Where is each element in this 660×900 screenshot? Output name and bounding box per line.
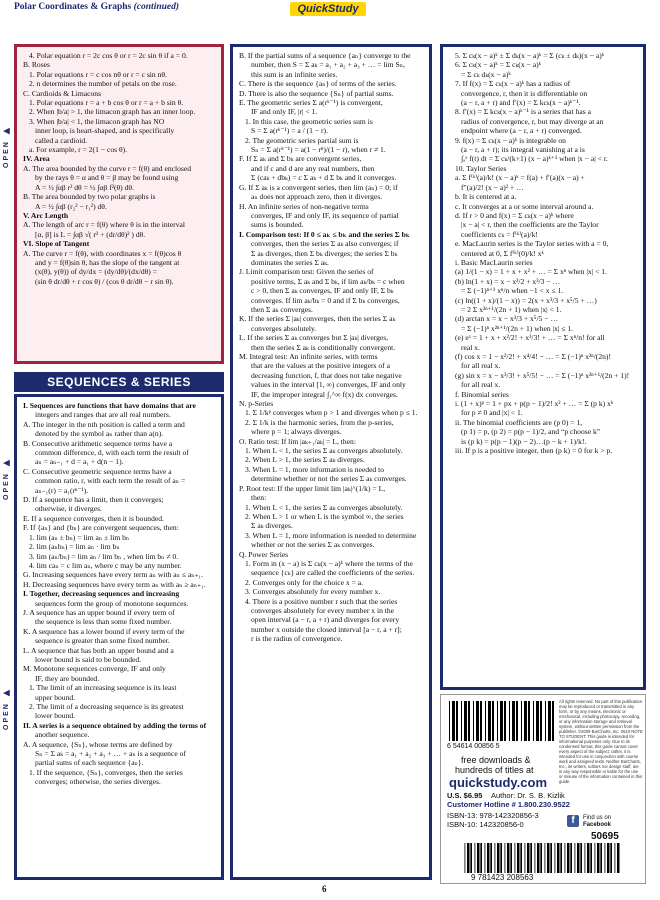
text-line: 1. In this case, the geometric series sum is	[245, 116, 373, 126]
text-line: 2. n determines the number of petals on the rose.	[29, 79, 177, 89]
barcode-bar	[500, 843, 502, 873]
supplement-code: 50695	[591, 831, 619, 842]
text-line: 2. The limit of a decreasing sequence is its greatest	[29, 702, 184, 711]
downloads-text: free downloads &	[461, 755, 531, 765]
barcode-bar	[505, 843, 506, 873]
barcode-bar	[465, 843, 466, 873]
product-info-box	[440, 694, 646, 884]
text-line: C. Cardioids & Limacons	[23, 88, 102, 98]
text-line: Σ (caₖ + dbₖ) = c Σ aₖ + d Σ bₖ and it converges.	[251, 173, 397, 183]
text-line: lower bound is said to be bounded.	[35, 654, 142, 664]
text-line: iii. If p is a positive integer, then (p k) = 0 for k > p.	[455, 446, 613, 456]
text-line: = Σ cₖ dₖ(x − a)ᵏ	[461, 69, 511, 79]
text-line: I. Comparison test: If 0 ≤ aₖ ≤ bₖ and the series Σ bₖ	[239, 229, 410, 239]
text-line: 2. The geometric series partial sum is	[245, 135, 359, 145]
text-line: (d) arctan x = x − x³/3 + x⁵/5 − …	[455, 314, 559, 324]
text-line: A. The integer in the nth position is called a term and	[23, 419, 185, 429]
barcode-bar	[545, 843, 546, 873]
text-line: i. (1 + x)ᵖ = 1 + px + p(p − 1)/2! x² + … = Σ (p k) xᵏ	[455, 399, 614, 409]
text-line: 2. Converges only for the choice x = a.	[245, 577, 364, 587]
text-line: 1. When L < 1, the series Σ aₖ converges absolutely.	[245, 446, 403, 456]
text-line: whether or not the series Σ aₖ converges.	[251, 540, 375, 550]
text-line: for p ≠ 0 and |x| < 1.	[461, 408, 523, 418]
text-line: sequences form the group of monotone sequences.	[35, 598, 189, 608]
text-line: open interval (a − r, a + r) and diverges for every	[251, 615, 400, 625]
text-line: 1. Form in (x − a) is Σ cₖ(x − a)ᵏ where the terms of the	[245, 558, 413, 568]
text-line: F. If {aₙ} and {bₙ} are convergent sequences, then:	[23, 523, 179, 533]
text-line: convergence, r, then it is differentiable on	[461, 88, 588, 98]
barcode-bar	[547, 843, 550, 873]
arrow-icon: ▶	[2, 457, 11, 469]
open-tab-label: OPEN	[3, 702, 10, 730]
text-line: sequence {cₖ} are called the coefficients of the series.	[251, 568, 415, 578]
text-line: = Σ (−1)ⁿ⁺¹ xⁿ/n when −1 < x ≤ 1.	[461, 286, 564, 296]
barcode-bar	[492, 701, 494, 741]
text-line: A. The area bounded by the curve r = f(θ) and enclosed	[23, 163, 192, 173]
barcode-bar	[555, 843, 556, 873]
text-line: 2. When L > 1 or when L is the symbol ∞, the series	[245, 511, 404, 521]
text-line: V. Arc Length	[23, 210, 69, 220]
barcode-bar	[473, 701, 474, 741]
barcode-bar	[528, 701, 530, 741]
barcode-bar	[490, 843, 492, 873]
barcode-bar	[480, 701, 482, 741]
text-line: A. The curve r = f(θ), with coordinates x = f(θ)cos θ	[23, 248, 182, 258]
power-series-box	[440, 44, 646, 690]
barcode-bar	[536, 701, 539, 741]
text-line: dominates the series Σ aₖ.	[251, 257, 329, 267]
text-line: L. If the series Σ aₖ converges but Σ |aₖ| diverges,	[239, 333, 389, 343]
text-line: then Σ aₖ converges.	[251, 304, 313, 314]
text-line: A = ½ ∫αβ r² dθ = ½ ∫αβ f²(θ) dθ.	[35, 182, 134, 192]
text-line: another sequence.	[35, 730, 90, 740]
barcode-bar	[577, 843, 580, 873]
text-line: (a − r, a + r); its integral vanishing at a is	[461, 145, 585, 155]
barcode-bar	[524, 701, 527, 741]
text-line: = Σ (−1)ⁿ x²ⁿ⁺¹/(2n + 1) when |x| ≤ 1.	[461, 323, 574, 333]
text-line: sums is bounded.	[251, 220, 304, 230]
text-line: G. Increasing sequences have every term aₙ with aₙ ≤ aₙ₊₁.	[23, 570, 204, 580]
arrow-icon: ▶	[2, 125, 11, 137]
text-line: e. MacLaurin series is the Taylor series with a = 0,	[455, 239, 609, 249]
text-line: 1. Polar equations r = a + b cos θ or r = a + b sin θ.	[29, 98, 184, 108]
page-number: 6	[322, 884, 327, 894]
text-line: II. A series is a sequence obtained by adding the terms of	[23, 720, 207, 730]
text-line: f. Binomial series	[455, 389, 509, 399]
text-line: C. There is the sequence {aₙ} of terms of the series.	[239, 79, 397, 89]
text-line: A. A sequence, {Sₙ}, whose terms are defined by	[23, 739, 173, 749]
barcode-bar	[537, 843, 540, 873]
text-line: aₙ₋₁(r) = a₁(rⁿ⁻¹).	[35, 485, 89, 495]
text-line: I. Together, decreasing sequences and increasing	[23, 589, 180, 599]
text-line: is (p k) = p(p − 1)(p − 2)…(p − k + 1)/k!.	[461, 436, 587, 446]
barcode-bar	[580, 843, 582, 873]
text-line: 3. lim (aₙ/bₙ) = lim aₙ / lim bₙ , when lim bₙ ≠ 0.	[29, 551, 179, 561]
barcode-bar	[600, 843, 602, 873]
text-line: centered at 0, Σ f⁽ᵏ⁾(0)/k! xᵏ	[461, 248, 544, 258]
hotline-text: Customer Hotline # 1.800.230.9522	[447, 800, 570, 809]
barcode-bar	[565, 843, 566, 873]
text-line: C. Consecutive geometric sequence terms have a	[23, 466, 172, 476]
text-line: L. A sequence that has both an upper bound and a	[23, 645, 174, 655]
text-line: common difference, d, with each term the result of	[35, 448, 189, 458]
text-line: the sequence is less than some fixed number.	[35, 617, 172, 627]
barcode-bar	[475, 843, 476, 873]
barcode-bar	[533, 701, 534, 741]
barcode-bar	[548, 701, 551, 741]
text-line: common ratio, r, with each term the result of aₙ =	[35, 476, 186, 486]
text-line: IF, they are bounded.	[35, 673, 100, 683]
text-line: 10. Taylor Series	[455, 163, 507, 173]
hundreds-text: hundreds of titles at	[455, 765, 534, 775]
text-line: then:	[251, 493, 267, 503]
text-line: integers and ranges that are all real numbers.	[35, 410, 171, 420]
text-line: (x(θ), y(θ)) of dy/dx = (dy/dθ)/(dx/dθ) =	[35, 267, 158, 277]
barcode-bar	[557, 843, 560, 873]
text-line: and if c and d are any real numbers, then	[251, 163, 375, 173]
text-line: number x outside the closed interval [a − r, a + r];	[251, 624, 402, 634]
text-line: 9. f(x) = Σ cₖ(x − a)ᵏ is integrable on	[455, 135, 566, 145]
text-line: 1. Polar equations r = c cos nθ or r = c sin nθ.	[29, 69, 167, 79]
barcode-bar	[595, 843, 596, 873]
text-line: converges absolutely.	[251, 323, 317, 333]
text-line: B. Roses	[23, 60, 51, 70]
barcode-bar	[517, 843, 520, 873]
barcode-bar	[530, 843, 532, 873]
text-line: (g) sin x = x − x³/3! + x⁵/5! − … = Σ (−1)ⁿ x²ⁿ⁺¹/(2n + 1)!	[455, 370, 630, 380]
text-line: 1. Σ 1/kᵖ converges when p > 1 and diverges when p ≤ 1.	[245, 408, 418, 418]
text-line: upper bound.	[35, 692, 76, 702]
barcode-bar	[570, 843, 572, 873]
barcode-bar	[470, 843, 472, 873]
title-continued: (continued)	[133, 2, 180, 12]
title-text: Polar Coordinates & Graphs	[14, 2, 134, 12]
polar-section-box	[14, 44, 224, 364]
text-line: positive terms, Σ aₖ and Σ bₖ, if lim aₖ/bₖ = c when	[251, 276, 405, 286]
facebook-line1: Find us on	[583, 815, 612, 821]
price-text: U.S. $6.95	[447, 791, 483, 800]
text-line: (c) ln((1 + x)/(1 − x)) = 2(x + x³/3 + x⁵/5 + …)	[455, 295, 597, 305]
text-line: D. If a sequence has a limit, then it converges;	[23, 495, 164, 505]
text-line: 4. There is a positive number r such that the series	[245, 596, 398, 606]
barcode-bar	[509, 701, 510, 741]
barcode-bar	[477, 843, 480, 873]
text-line: radius of convergence, r, but may diverge at an	[461, 116, 604, 126]
facebook-line2[interactable]: Facebook	[583, 822, 612, 828]
text-line: P. Root test: If the upper limit lim |aₖ|^(1/k) = L,	[239, 483, 386, 493]
text-line: Σ aₖ diverges.	[251, 521, 293, 531]
text-line: E. If a sequence converges, then it is bounded.	[23, 513, 164, 523]
text-line: A = ½ ∫αβ (r₂² − r₁²) dθ.	[35, 201, 107, 211]
text-line: O. Ratio test: If lim |aₖ₊₁/aₖ| = L, then:	[239, 436, 356, 446]
barcode-bar	[520, 843, 522, 873]
text-line: ∫ₐˣ f(t) dt = Σ cₖ/(k+1) (x − a)ᵏ⁺¹ when |x − a| < r.	[461, 154, 608, 164]
barcode-bar	[488, 701, 491, 741]
text-line: converges, IF and only IF, its sequence of partial	[251, 210, 399, 220]
text-line: converges, then the series Σ aₖ also converges; if	[251, 239, 399, 249]
text-line: and y = f(θ)sin θ, has the slope of the tangent at	[35, 257, 180, 267]
barcode-bar	[605, 843, 606, 873]
barcode-isbn	[447, 843, 637, 873]
text-line: real x.	[461, 342, 480, 352]
arrow-icon: ▶	[2, 687, 11, 699]
barcode-bar	[495, 843, 496, 873]
text-line: 1. If the sequence, {Sₙ}, converges, then the series	[29, 767, 183, 777]
barcode-bar	[540, 701, 542, 741]
text-line: B. If the partial sums of a sequence {aₙ} converge to the	[239, 51, 411, 60]
text-line: IF, the improper integral ∫₁^∞ f(x) dx converges.	[251, 389, 398, 399]
text-line: A. The length of arc r = f(θ) where θ is in the interval	[23, 220, 185, 230]
text-line: converges; otherwise, the series diverges.	[35, 777, 161, 787]
text-line: partial sums of each sequence {aₙ}.	[35, 758, 144, 768]
text-line: denoted by the symbol aₙ rather than a(n).	[35, 429, 164, 439]
text-line: 8. f′(x) = Σ kcₖ(x − a)ᵏ⁻¹ is a series that has a	[455, 107, 591, 117]
text-line: 2. lim (aₙbₙ) = lim aₙ · lim bₙ	[29, 542, 120, 552]
barcode-bar	[485, 843, 486, 873]
barcode-bar	[615, 843, 616, 873]
text-line: J. Limit comparison test: Given the series of	[239, 267, 374, 277]
text-line: M. Monotone sequences converge, IF and only	[23, 664, 166, 674]
text-line: sequence is greater than some fixed number.	[35, 636, 170, 646]
text-line: E. The geometric series Σ a(rᵏ⁻¹) is convergent,	[239, 98, 383, 108]
text-line: a. For example, r = 2(1 − cos θ).	[29, 145, 128, 155]
text-line: |x − a| < r, then the coefficients are the Taylor	[461, 220, 599, 230]
barcode-bar	[510, 843, 512, 873]
text-line: N. p-Series	[239, 399, 274, 409]
text-line: Sₙ = Σ aₖ = a₁ + a₂ + a₃ + … + aₙ is a sequence of	[35, 749, 186, 759]
text-line: inner loop, is heart-shaped, and is specifically	[35, 126, 175, 136]
barcode-bar	[610, 843, 612, 873]
barcode-bar	[585, 843, 586, 873]
barcode-bar	[525, 843, 526, 873]
page-title	[14, 2, 179, 12]
sequences-section-box	[14, 394, 224, 880]
text-line: number, then S = Σ aₖ = a₁ + a₂ + a₃ + … = lim Sₙ,	[251, 60, 405, 70]
barcode-bar	[617, 843, 620, 873]
text-line: 3. When L = 1, more information is needed to	[245, 464, 385, 474]
text-line: IF and only IF, |r| < 1.	[251, 107, 318, 117]
barcode-bar	[507, 843, 510, 873]
barcode-bar	[500, 701, 503, 741]
text-line: where p = 1; always diverges.	[251, 427, 342, 437]
text-line: ii. The binomial coefficients are (p 0) = 1,	[455, 417, 583, 427]
text-line: (a − r, a + r) and f′(x) = Σ kcₖ(x − a)ᵏ⁻¹.	[461, 98, 581, 108]
text-line: (e) eˣ = 1 + x + x²/2! + x³/3! + … = Σ xⁿ/n! for all	[455, 333, 605, 343]
barcode-bar	[527, 843, 530, 873]
text-line: M. Integral test: An infinite series, with terms	[239, 352, 378, 361]
text-line: converges absolutely for every number x in the	[251, 605, 395, 615]
barcode-bar	[535, 843, 536, 873]
barcode-bar	[467, 843, 470, 873]
brand-logo: QuickStudy	[290, 2, 366, 16]
barcode-bar	[545, 701, 546, 741]
open-tab-1	[2, 88, 12, 168]
text-line: d. If r > 0 and f(x) = Σ cₖ(x − a)ᵏ where	[455, 210, 574, 220]
text-line: 7. If f(x) = Σ cₖ(x − a)ᵏ has a radius of	[455, 79, 571, 89]
sequences-series-heading: SEQUENCES & SERIES	[14, 372, 224, 392]
barcode-isbn-digits: 9 781423 208563	[471, 873, 534, 882]
barcode-bar	[560, 843, 562, 873]
barcode-bar	[567, 843, 570, 873]
text-line: (b) ln(1 + x) = x − x²/2 + x³/3 − …	[455, 276, 561, 286]
barcode-bar	[456, 701, 458, 741]
text-line: 2. Σ 1/k is the harmonic series, from the p-series,	[245, 417, 394, 427]
text-line: 5. Σ cₖ(x − a)ᵏ ± Σ dₖ(x − a)ᵏ = Σ (cₖ ± dₖ)(x − a)ᵏ	[455, 51, 605, 60]
barcode-bar	[597, 843, 600, 873]
barcode-bar	[552, 701, 554, 741]
text-line: (f) cos x = 1 − x²/2! + x⁴/4! − … = Σ (−1)ⁿ x²ⁿ/(2n)!	[455, 352, 611, 361]
barcode-bar	[497, 843, 500, 873]
text-line: D. There is also the sequence {Sₙ} of partial sums.	[239, 88, 394, 98]
text-line: J. A sequence has an upper bound if every term of	[23, 607, 175, 617]
series-tests-box	[230, 44, 432, 880]
text-line: 3. When |b/a| < 1, the limacon graph has NO	[29, 116, 165, 126]
text-line: r is the radius of convergence.	[251, 634, 343, 644]
text-line: S = Σ a(rᵏ⁻¹) = a / (1 − r).	[251, 126, 328, 136]
open-tab-2	[2, 420, 12, 500]
text-line: 2. When L > 1, the series Σ aₖ diverges.	[245, 455, 365, 465]
barcode-bar	[521, 701, 522, 741]
text-line: B. Consecutive arithmetic sequence terms have a	[23, 438, 173, 448]
isbn13-text: ISBN-13: 978-142320856-3	[447, 811, 539, 820]
text-line: lower bound.	[35, 711, 76, 721]
legal-notice: All rights reserved. No part of this publication may be reproduced or transmitted in any form, or by any means, electronic or mechanical, including photocopy, recording, or any information storage and retrieval system, without written permission from the publisher. ©2009 BarCharts, Inc. 0510 NOTE TO STUDENT: This guide is intended for informational purposes only. Due to its condensed format, this guide cannot cover every aspect of the subject; rather, it is intended for use in conjunction with course work and assigned texts. Neither BarCharts, Inc., its writers, editors nor design staff, are in any way responsible or liable for the use or misuse of the information contained in this guide.	[559, 699, 643, 784]
open-tab-3	[2, 650, 12, 730]
text-line: Σ aₖ diverges, then Σ bₖ diverges; the series Σ bₖ	[251, 248, 398, 258]
text-line: K. If the series Σ |aₖ| converges, then the series Σ aₖ	[239, 314, 396, 324]
barcode-bar	[461, 701, 462, 741]
barcode-bar	[550, 843, 552, 873]
text-line: b. It is centered at a.	[455, 192, 517, 202]
barcode-upc-top	[447, 701, 555, 745]
text-line: H. Decreasing sequences have every term aₙ with aₙ ≥ aₙ₊₁.	[23, 579, 206, 589]
text-line: aₙ = aₙ₋₁ + d = a₁ + d(n − 1).	[35, 457, 124, 467]
text-line: B. The area bounded by two polar graphs is	[23, 192, 156, 202]
barcode-bar	[516, 701, 518, 741]
text-line: aₙ does not approach zero, then it diverges.	[251, 192, 383, 202]
text-line: Sₙ = Σ a(rᵏ⁻¹) = a(1 − rⁿ)/(1 − r), when r ≠ 1.	[251, 145, 386, 155]
text-line: c. It converges at a or some interval around a.	[455, 201, 594, 211]
barcode-upc-digits: 6 54614 00856 5	[447, 743, 500, 750]
text-line: endpoint where (a − r, a + r) converged.	[461, 126, 582, 136]
text-line: determine whether or not the series Σ aₖ converges.	[251, 474, 407, 484]
facebook-icon[interactable]: f	[567, 815, 579, 827]
barcode-bar	[512, 701, 515, 741]
text-line: 6. Σ cₖ(x − a)ᵏ = Σ cₖ(x − a)ᵏ	[455, 60, 541, 70]
isbn10-text: ISBN-10: 142320856-0	[447, 820, 524, 829]
text-line: f″(a)/2! (x − a)² + …	[461, 182, 524, 192]
text-line: otherwise, it diverges.	[35, 504, 102, 514]
text-line: coefficients cₖ = f⁽ᵏ⁾(a)/k!	[461, 229, 538, 239]
text-line: [α, β] is L = ∫αβ √( r² + (dr/dθ)² ) dθ.	[35, 229, 146, 239]
text-line: by the rays θ = α and θ = β may be found using	[35, 173, 179, 183]
text-line: 4. lim caₙ = c lim aₙ, where c may be any number.	[29, 560, 182, 570]
text-line: for all real x.	[461, 380, 501, 390]
barcode-bar	[607, 843, 610, 873]
text-line: this sum is an infinite series.	[251, 69, 338, 79]
barcode-bar	[476, 701, 479, 741]
text-line: F. If Σ aₖ and Σ bₖ are convergent series,	[239, 154, 362, 164]
text-line: called a cardioid.	[35, 135, 88, 145]
barcode-bar	[449, 701, 450, 741]
barcode-bar	[487, 843, 490, 873]
barcode-bar	[590, 843, 592, 873]
barcode-bar	[575, 843, 576, 873]
text-line: K. A sequence has a lower bound if every term of the	[23, 626, 185, 636]
text-line: 1. lim (aₙ ± bₙ) = lim aₙ ± lim bₙ	[29, 532, 130, 542]
text-line: G. If Σ aₖ is a convergent series, then lim (aₙ) = 0; if	[239, 182, 398, 192]
text-line: H. An infinite series of non-negative terms	[239, 201, 369, 211]
open-tab-label: OPEN	[3, 472, 10, 500]
text-line: i. Basic MacLaurin series	[455, 257, 533, 267]
text-line: VI. Slope of Tangent	[23, 239, 90, 249]
text-line: then the series Σ aₖ is conditionally convergent.	[251, 342, 396, 352]
barcode-bar	[587, 843, 590, 873]
barcode-bar	[540, 843, 542, 873]
barcode-bar	[497, 701, 498, 741]
open-tab-label: OPEN	[3, 140, 10, 168]
text-line: IV. Area	[23, 154, 50, 164]
text-line: c > 0, then Σ aₖ converges, IF and only IF, Σ bₖ	[251, 286, 394, 296]
text-line: 3. Converges absolutely for every number x.	[245, 587, 381, 597]
text-line: values in the interval [1, ∞) converges, IF and only	[251, 380, 406, 390]
text-line: that are the values at the positive integers of a	[251, 361, 390, 371]
text-line: for all real x.	[461, 361, 501, 371]
text-line: a. Σ f⁽ᵏ⁾(a)/k! (x − a)ᵏ = f(a) + f′(a)(x − a) +	[455, 173, 585, 183]
author-text: Author: Dr. S. B. Kizlik	[491, 791, 565, 800]
text-line: 1. When L < 1, the series Σ aₖ converges absolutely.	[245, 502, 403, 512]
text-line: (sin θ dr/dθ + r cos θ) / (cos θ dr/dθ − r sin θ).	[35, 276, 174, 286]
text-line: 1. The limit of an increasing sequence is its least	[29, 683, 177, 693]
text-line: decreasing function, f, that does not take negative	[251, 370, 402, 380]
text-line: (p 1) = p, (p 2) = p(p − 1)/2, and “p choose k”	[461, 427, 601, 437]
barcode-bar	[485, 701, 486, 741]
barcode-bar	[452, 701, 455, 741]
text-line: 4. Polar equation r = 2c cos θ or r = 2c sin θ if a = 0.	[29, 51, 188, 60]
barcode-bar	[515, 843, 516, 873]
text-line: I. Sequences are functions that have domains that are	[23, 401, 196, 410]
text-line: (a) 1/(1 − x) = 1 + x + x² + … = Σ xⁿ when |x| < 1.	[455, 267, 607, 277]
text-line: = 2 Σ x²ⁿ⁺¹/(2n + 1) when |x| < 1.	[461, 304, 562, 314]
barcode-bar	[504, 701, 506, 741]
text-line: 3. When L = 1, more information is needed to determine	[245, 530, 417, 540]
barcode-bar	[480, 843, 482, 873]
text-line: Q. Power Series	[239, 549, 289, 559]
site-link[interactable]: quickstudy.com	[449, 775, 548, 790]
text-line: converges. If lim aₖ/bₖ = 0 and if Σ bₖ converges,	[251, 295, 400, 305]
text-line: 2. When |b/a| > 1, the limacon graph has an inner loop.	[29, 107, 196, 117]
barcode-bar	[468, 701, 470, 741]
barcode-bar	[464, 701, 467, 741]
